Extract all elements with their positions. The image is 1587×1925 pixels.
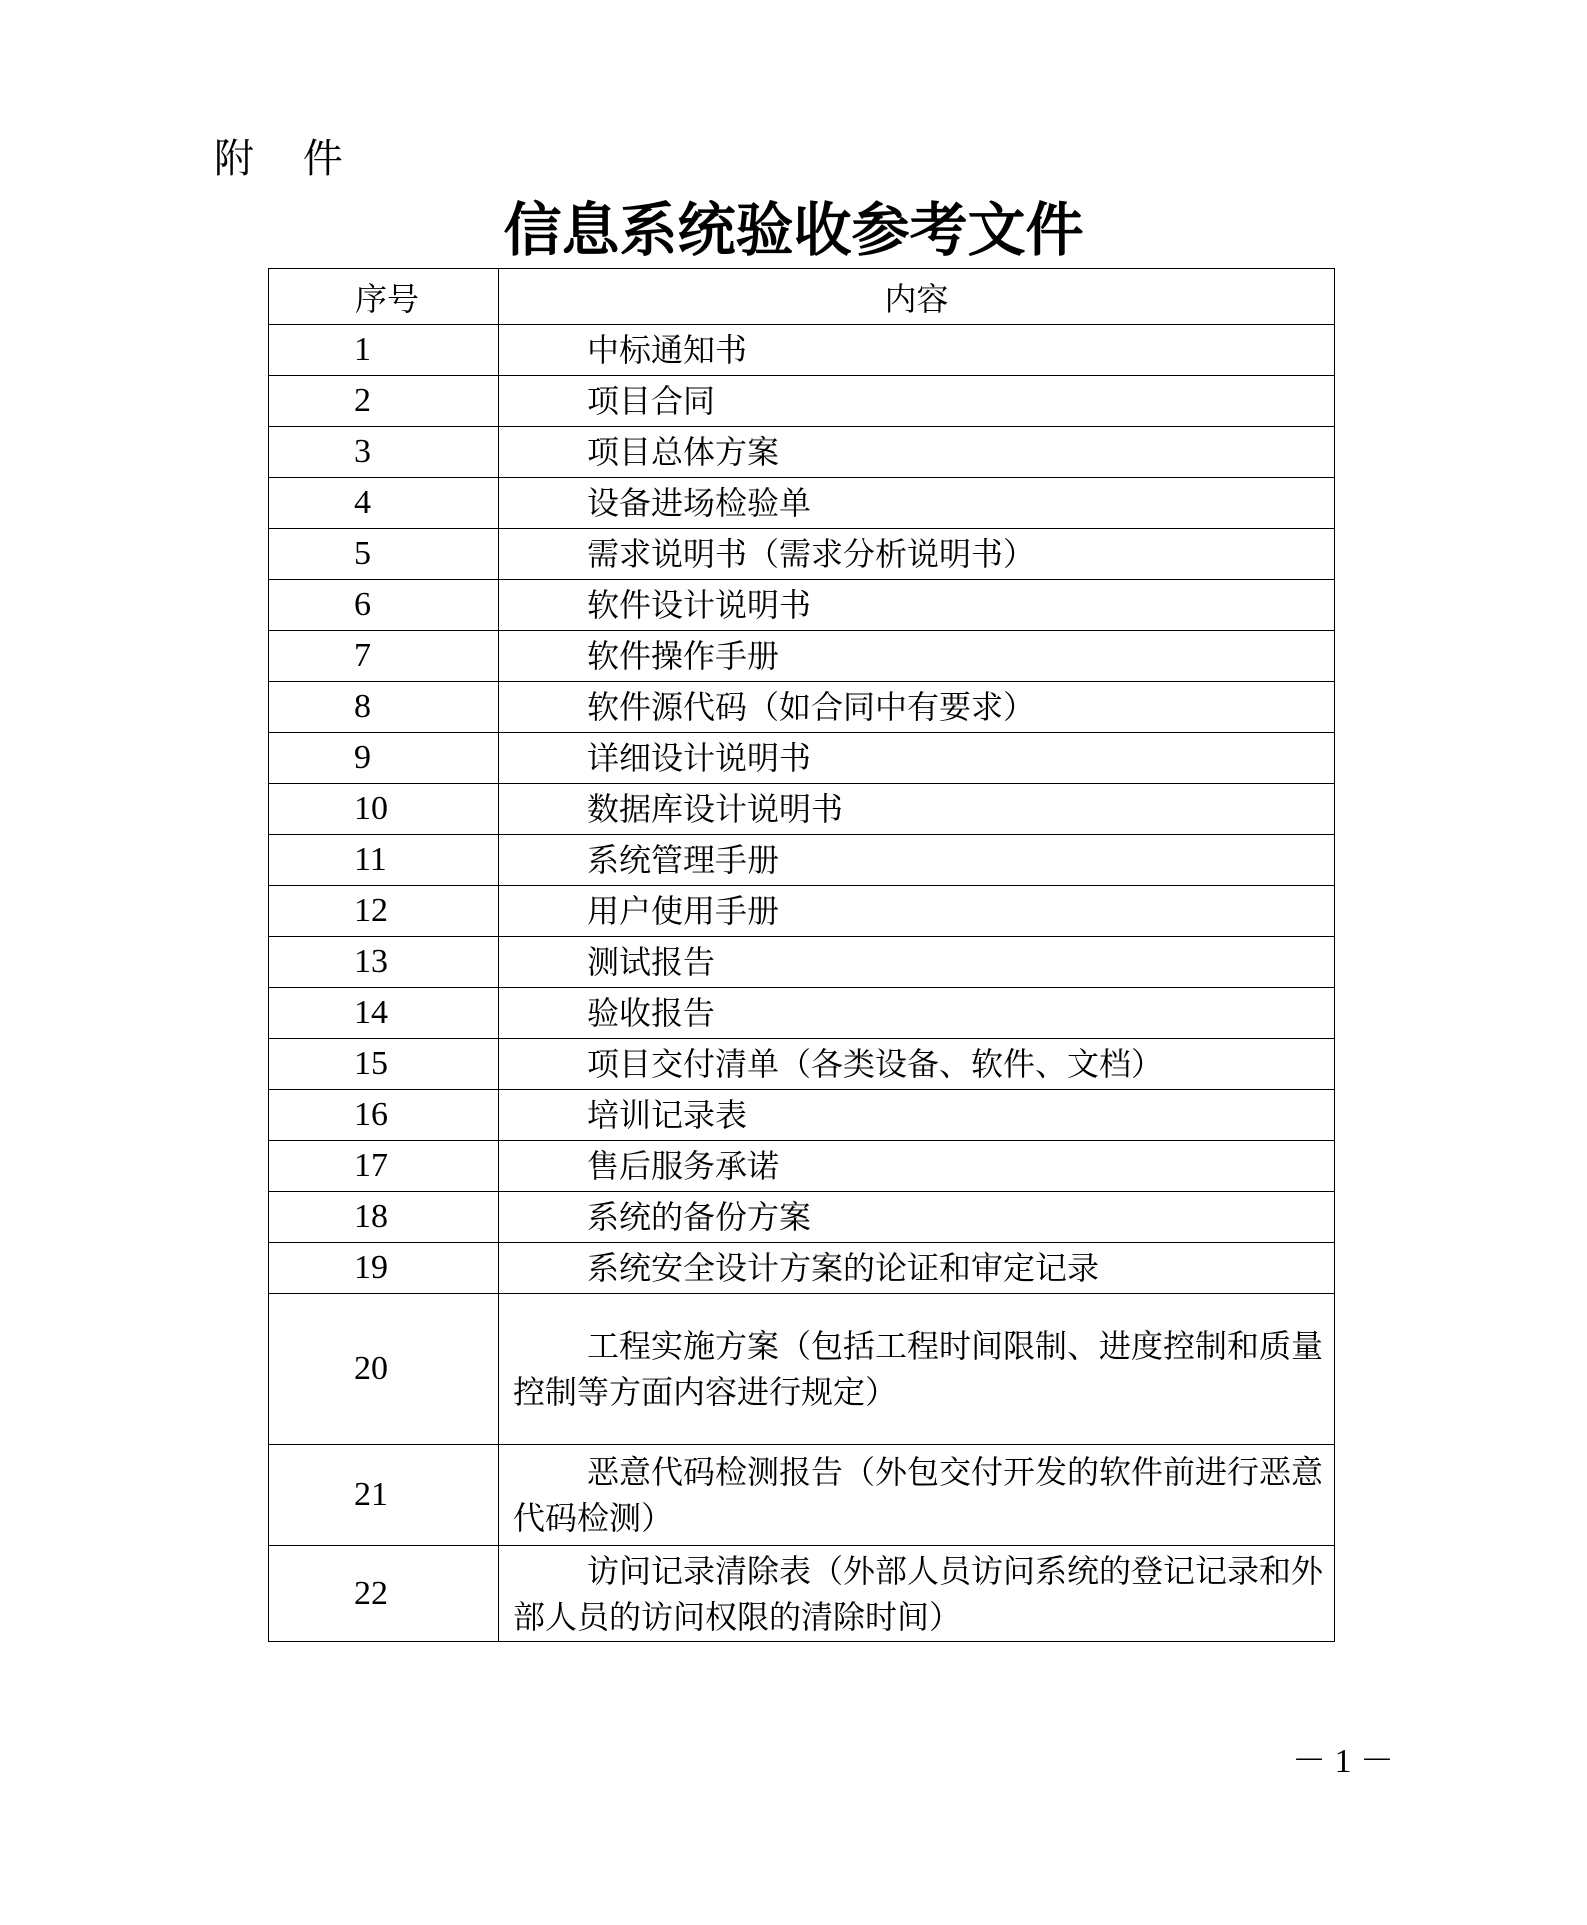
row-content: 数据库设计说明书 xyxy=(499,784,1335,835)
row-number: 9 xyxy=(269,733,499,784)
row-content: 项目交付清单（各类设备、软件、文档） xyxy=(499,1039,1335,1090)
row-content: 工程实施方案（包括工程时间限制、进度控制和质量控制等方面内容进行规定） xyxy=(499,1294,1335,1445)
row-number: 12 xyxy=(269,886,499,937)
row-number: 2 xyxy=(269,376,499,427)
row-number: 5 xyxy=(269,529,499,580)
row-number: 21 xyxy=(269,1445,499,1546)
table-row xyxy=(269,835,1335,886)
table-row xyxy=(269,1090,1335,1141)
row-number: 22 xyxy=(269,1546,499,1642)
row-content: 系统管理手册 xyxy=(499,835,1335,886)
document-title: 信息系统验收参考文件 xyxy=(503,196,1084,264)
attachment-label: 附 件 xyxy=(214,136,361,182)
table-row xyxy=(269,1243,1335,1294)
row-number: 15 xyxy=(269,1039,499,1090)
row-content: 项目合同 xyxy=(499,376,1335,427)
row-number: 13 xyxy=(269,937,499,988)
table-row xyxy=(269,784,1335,835)
row-number: 17 xyxy=(269,1141,499,1192)
row-content: 软件设计说明书 xyxy=(499,580,1335,631)
table-row xyxy=(269,1039,1335,1090)
table-row xyxy=(269,631,1335,682)
table-row xyxy=(269,733,1335,784)
header-serial-number: 序号 xyxy=(269,269,499,325)
row-content: 访问记录清除表（外部人员访问系统的登记记录和外部人员的访问权限的清除时间） xyxy=(499,1546,1335,1642)
row-content: 设备进场检验单 xyxy=(499,478,1335,529)
row-content: 软件操作手册 xyxy=(499,631,1335,682)
row-number: 11 xyxy=(269,835,499,886)
row-content: 项目总体方案 xyxy=(499,427,1335,478)
table-row xyxy=(269,682,1335,733)
row-number: 7 xyxy=(269,631,499,682)
row-content: 软件源代码（如合同中有要求） xyxy=(499,682,1335,733)
table-row xyxy=(269,1192,1335,1243)
row-number: 14 xyxy=(269,988,499,1039)
row-content: 用户使用手册 xyxy=(499,886,1335,937)
table-row xyxy=(269,325,1335,376)
table-row xyxy=(269,937,1335,988)
row-number: 10 xyxy=(269,784,499,835)
row-content: 详细设计说明书 xyxy=(499,733,1335,784)
table-row xyxy=(269,1546,1335,1642)
row-number: 20 xyxy=(269,1294,499,1445)
row-content: 培训记录表 xyxy=(499,1090,1335,1141)
row-content: 验收报告 xyxy=(499,988,1335,1039)
row-number: 8 xyxy=(269,682,499,733)
row-number: 16 xyxy=(269,1090,499,1141)
row-content: 系统的备份方案 xyxy=(499,1192,1335,1243)
table-row xyxy=(269,580,1335,631)
table-row xyxy=(269,427,1335,478)
row-number: 4 xyxy=(269,478,499,529)
row-content: 系统安全设计方案的论证和审定记录 xyxy=(499,1243,1335,1294)
row-number: 1 xyxy=(269,325,499,376)
row-content: 中标通知书 xyxy=(499,325,1335,376)
table-row xyxy=(269,529,1335,580)
row-content: 需求说明书（需求分析说明书） xyxy=(499,529,1335,580)
table-row xyxy=(269,1141,1335,1192)
table-row xyxy=(269,988,1335,1039)
row-number: 6 xyxy=(269,580,499,631)
row-number: 19 xyxy=(269,1243,499,1294)
table-header-row xyxy=(269,269,1335,325)
header-content: 内容 xyxy=(499,269,1335,325)
row-content: 售后服务承诺 xyxy=(499,1141,1335,1192)
table-row xyxy=(269,478,1335,529)
page-number: － 1 － xyxy=(1292,1743,1394,1780)
table-row xyxy=(269,1445,1335,1546)
table-row xyxy=(269,886,1335,937)
reference-documents-table xyxy=(268,268,1335,1642)
table-row xyxy=(269,1294,1335,1445)
table-row xyxy=(269,376,1335,427)
row-content: 恶意代码检测报告（外包交付开发的软件前进行恶意代码检测） xyxy=(499,1445,1335,1546)
row-content: 测试报告 xyxy=(499,937,1335,988)
row-number: 3 xyxy=(269,427,499,478)
row-number: 18 xyxy=(269,1192,499,1243)
